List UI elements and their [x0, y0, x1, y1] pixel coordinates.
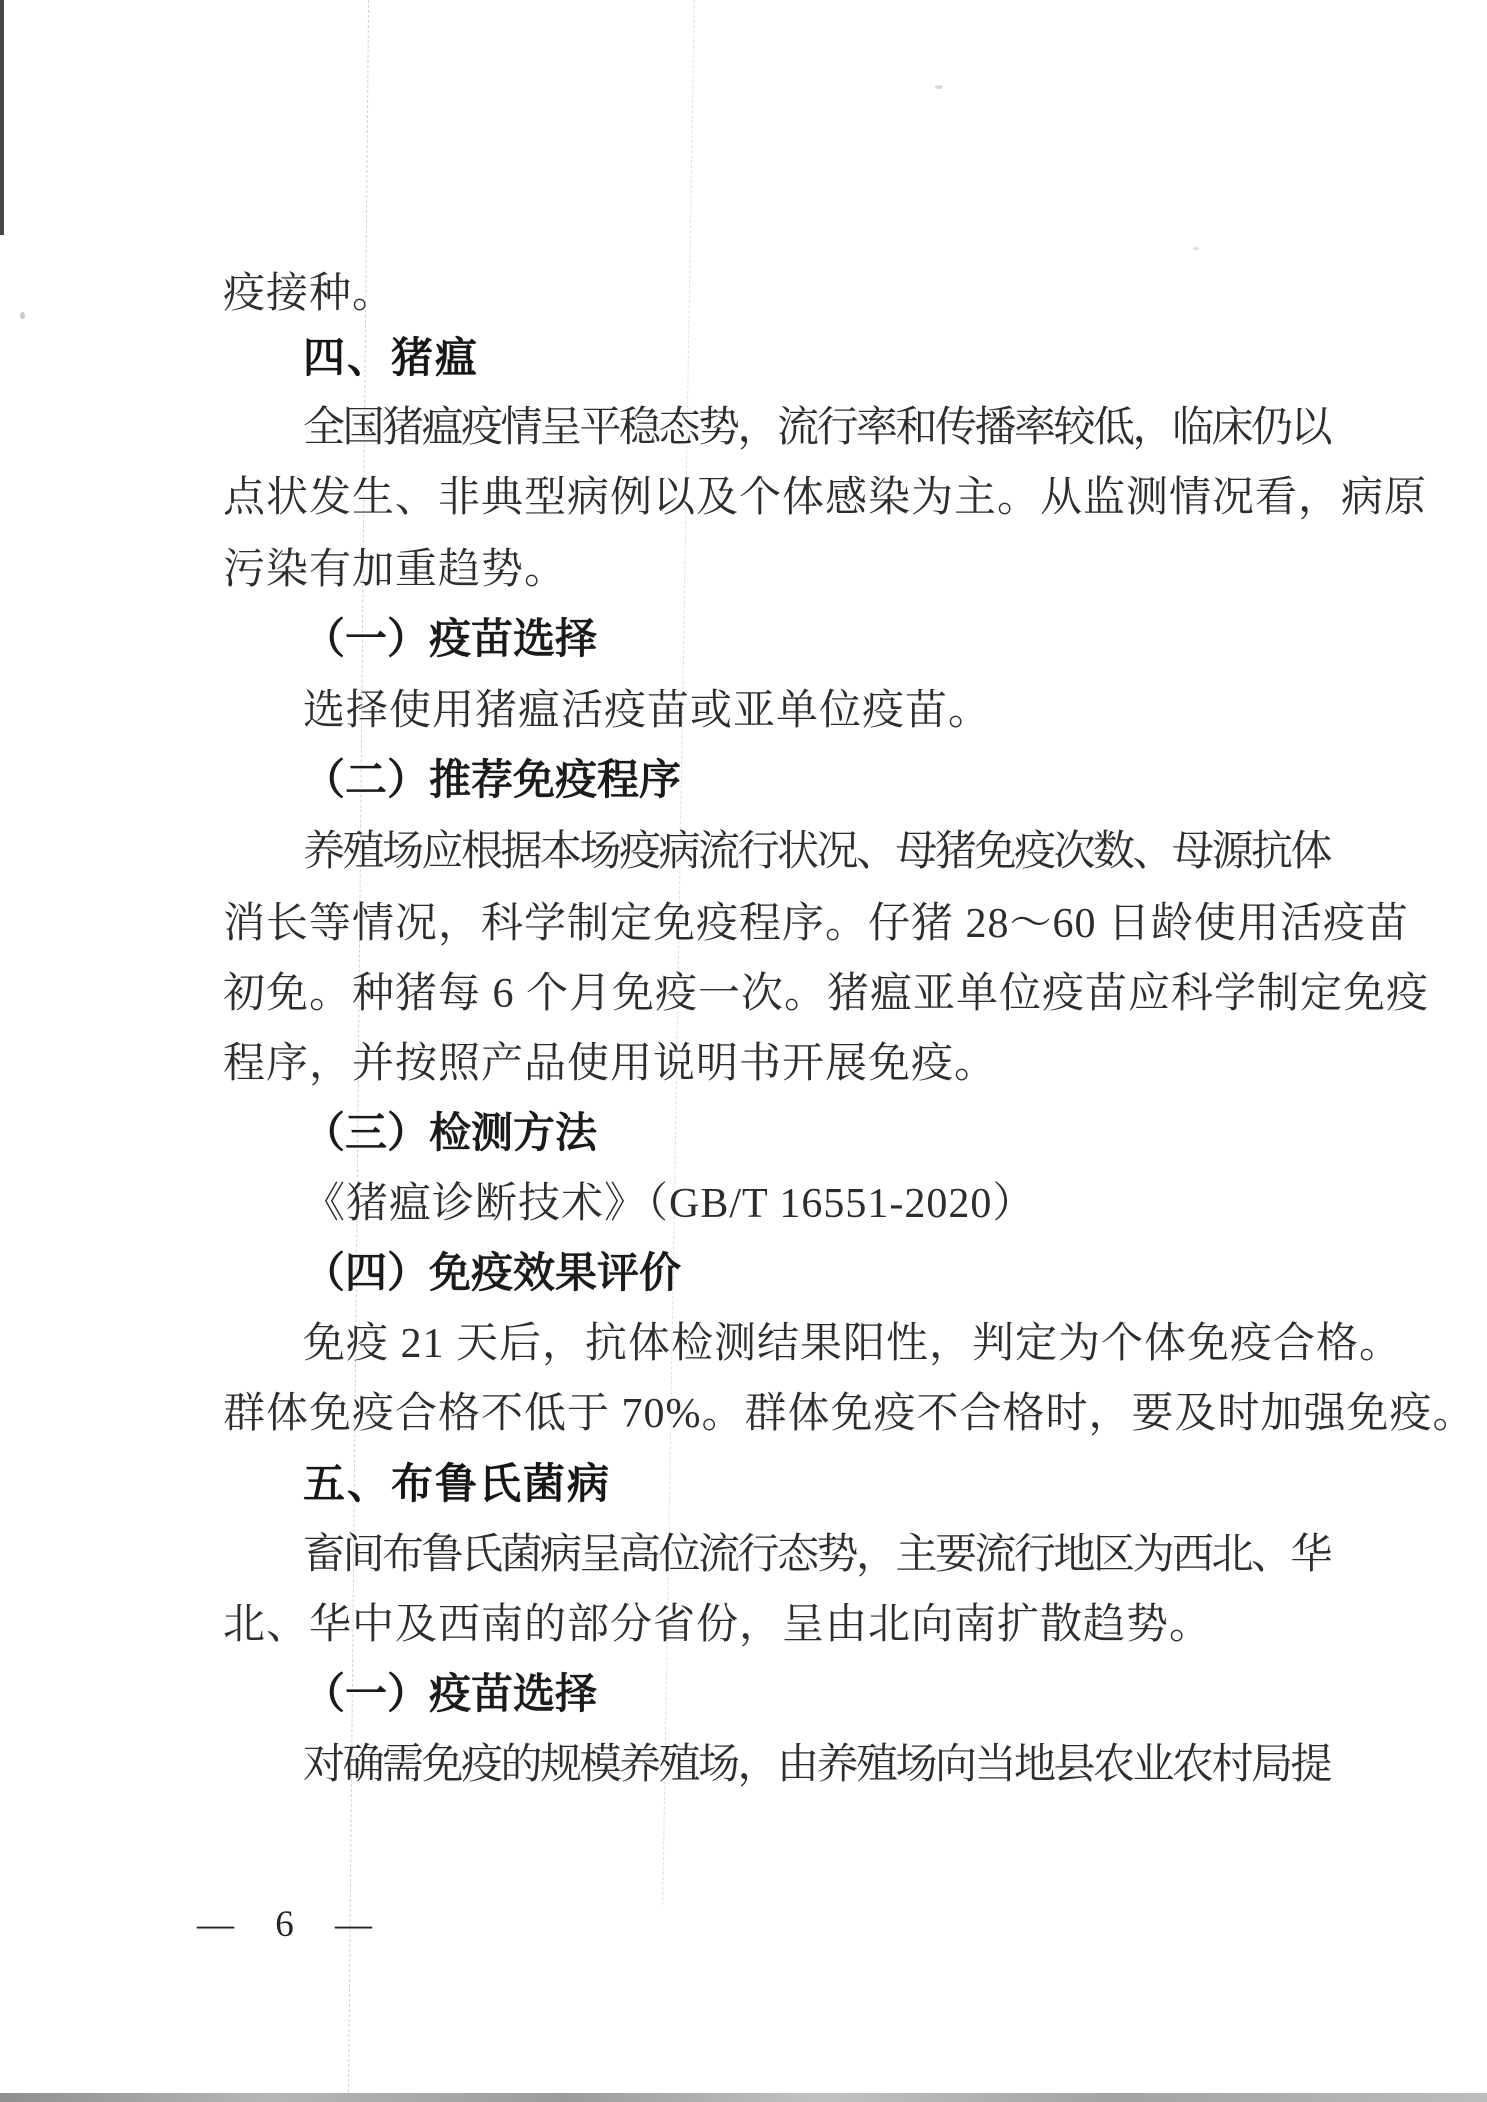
section-4-heading: 四、猪瘟	[303, 334, 480, 381]
paragraph-line: 程序，并按照产品使用说明书开展免疫。	[223, 1041, 998, 1087]
paragraph-line: 免疫 21 天后，抗体检测结果阳性，判定为个体免疫合格。	[303, 1321, 1403, 1367]
paragraph-line: 群体免疫合格不低于 70%。群体免疫不合格时，要及时加强免疫。	[223, 1391, 1476, 1437]
scan-edge-mark-left	[0, 0, 4, 235]
paragraph-line: 对确需免疫的规模养殖场，由养殖场向当地县农业农村局提	[303, 1742, 1331, 1788]
standard-reference-line: 《猪瘟诊断技术》（GB/T 16551-2020）	[303, 1181, 1036, 1227]
paragraph-line: 畜间布鲁氏菌病呈高位流行态势，主要流行地区为西北、华	[303, 1532, 1331, 1578]
section-5-heading: 五、布鲁氏菌病	[303, 1460, 612, 1507]
page-number: — 6 —	[197, 1904, 380, 1945]
paragraph-line: 点状发生、非典型病例以及个体感染为主。从监测情况看，病原	[223, 475, 1428, 521]
subsection-2-heading-immunization-program: （二）推荐免疫程序	[303, 758, 682, 804]
scan-edge-band-bottom	[0, 2093, 1487, 2102]
scan-speck	[1193, 247, 1199, 250]
scan-speck	[20, 312, 25, 319]
paragraph-line: 选择使用猪瘟活疫苗或亚单位疫苗。	[303, 688, 992, 734]
subsection-3-heading-detection-method: （三）检测方法	[303, 1111, 598, 1157]
paragraph-line: 养殖场应根据本场疫病流行状况、母猪免疫次数、母源抗体	[303, 829, 1331, 875]
paragraph-line: 消长等情况，科学制定免疫程序。仔猪 28～60 日龄使用活疫苗	[223, 901, 1410, 947]
paragraph-line: 初免。种猪每 6 个月免疫一次。猪瘟亚单位疫苗应科学制定免疫	[223, 971, 1430, 1017]
scan-speck	[935, 85, 943, 89]
paragraph-line: 污染有加重趋势。	[223, 547, 568, 593]
subsection-1-heading-vaccine-selection-brucellosis: （一）疫苗选择	[303, 1672, 598, 1718]
paragraph-line: 北、华中及西南的部分省份，呈由北向南扩散趋势。	[223, 1602, 1213, 1648]
continuation-line: 疫接种。	[223, 271, 396, 317]
subsection-1-heading-vaccine-selection: （一）疫苗选择	[303, 617, 598, 663]
subsection-4-heading-immunity-evaluation: （四）免疫效果评价	[303, 1251, 682, 1297]
paragraph-line: 全国猪瘟疫情呈平稳态势，流行率和传播率较低，临床仍以	[303, 405, 1331, 451]
